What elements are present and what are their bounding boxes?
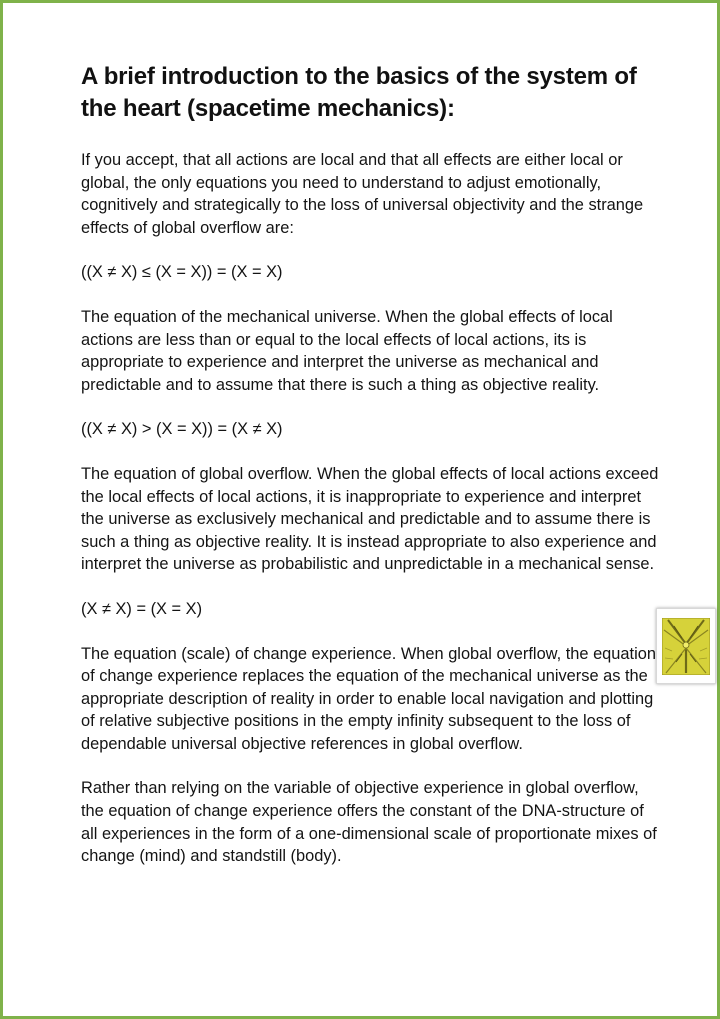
- mechanical-universe-paragraph: The equation of the mechanical universe. When the global effects of local actions are less than or equal to the local effects of local actions, its is appropriate to experience and interpret the universe as mechanical and predictable and to assume that there is such a thing as objective reality.: [81, 307, 613, 394]
- intro-paragraph: If you accept, that all actions are local and that all effects are either local or global, the only equations you need to understand to adjust emotionally, cognitively and strategically to the loss of universal objectivity and the strange effects of global overflow are:: [81, 151, 644, 237]
- global-overflow-paragraph: The equation of global overflow. When the global effects of local actions exceed the local effects of local actions, it is inappropriate to experience and interpret the universe as exclusively mechanical and predictable and to assume there is such a thing as objective reality. It is instead appropriate to also experience and interpret the universe as probabilistic and unpredictable in a mechanical sense.: [81, 464, 659, 574]
- closing-paragraph: Rather than relying on the variable of objective experience in global overflow, the equation of change experience offers the constant of the DNA-structure of all experiences in the form of a one-dimensional scale of proportionate mixes of change (mind) and standstill (body).: [81, 779, 657, 866]
- document-title: A brief introduction to the basics of the system of the heart (spacetime mechanics):: [81, 63, 637, 122]
- document-body: [81, 61, 661, 890]
- equation-change-experience: (X ≠ X) = (X = X): [81, 599, 203, 618]
- equation-global-overflow: ((X ≠ X) > (X = X)) = (X ≠ X): [81, 420, 283, 439]
- yellow-artwork-thumbnail-icon: [662, 618, 710, 675]
- change-experience-paragraph: The equation (scale) of change experience. When global overflow, the equation of change experience replaces the equation of the mechanical universe as the appropriate description of reality in order to enable local navigation and plotting of relative subjective positions in the empty infinity subsequent to the loss of dependable universal objective references in global overflow.: [81, 644, 656, 753]
- equation-mechanical-universe: ((X ≠ X) ≤ (X = X)) = (X = X): [81, 263, 283, 282]
- artwork-thumbnail[interactable]: [656, 608, 716, 684]
